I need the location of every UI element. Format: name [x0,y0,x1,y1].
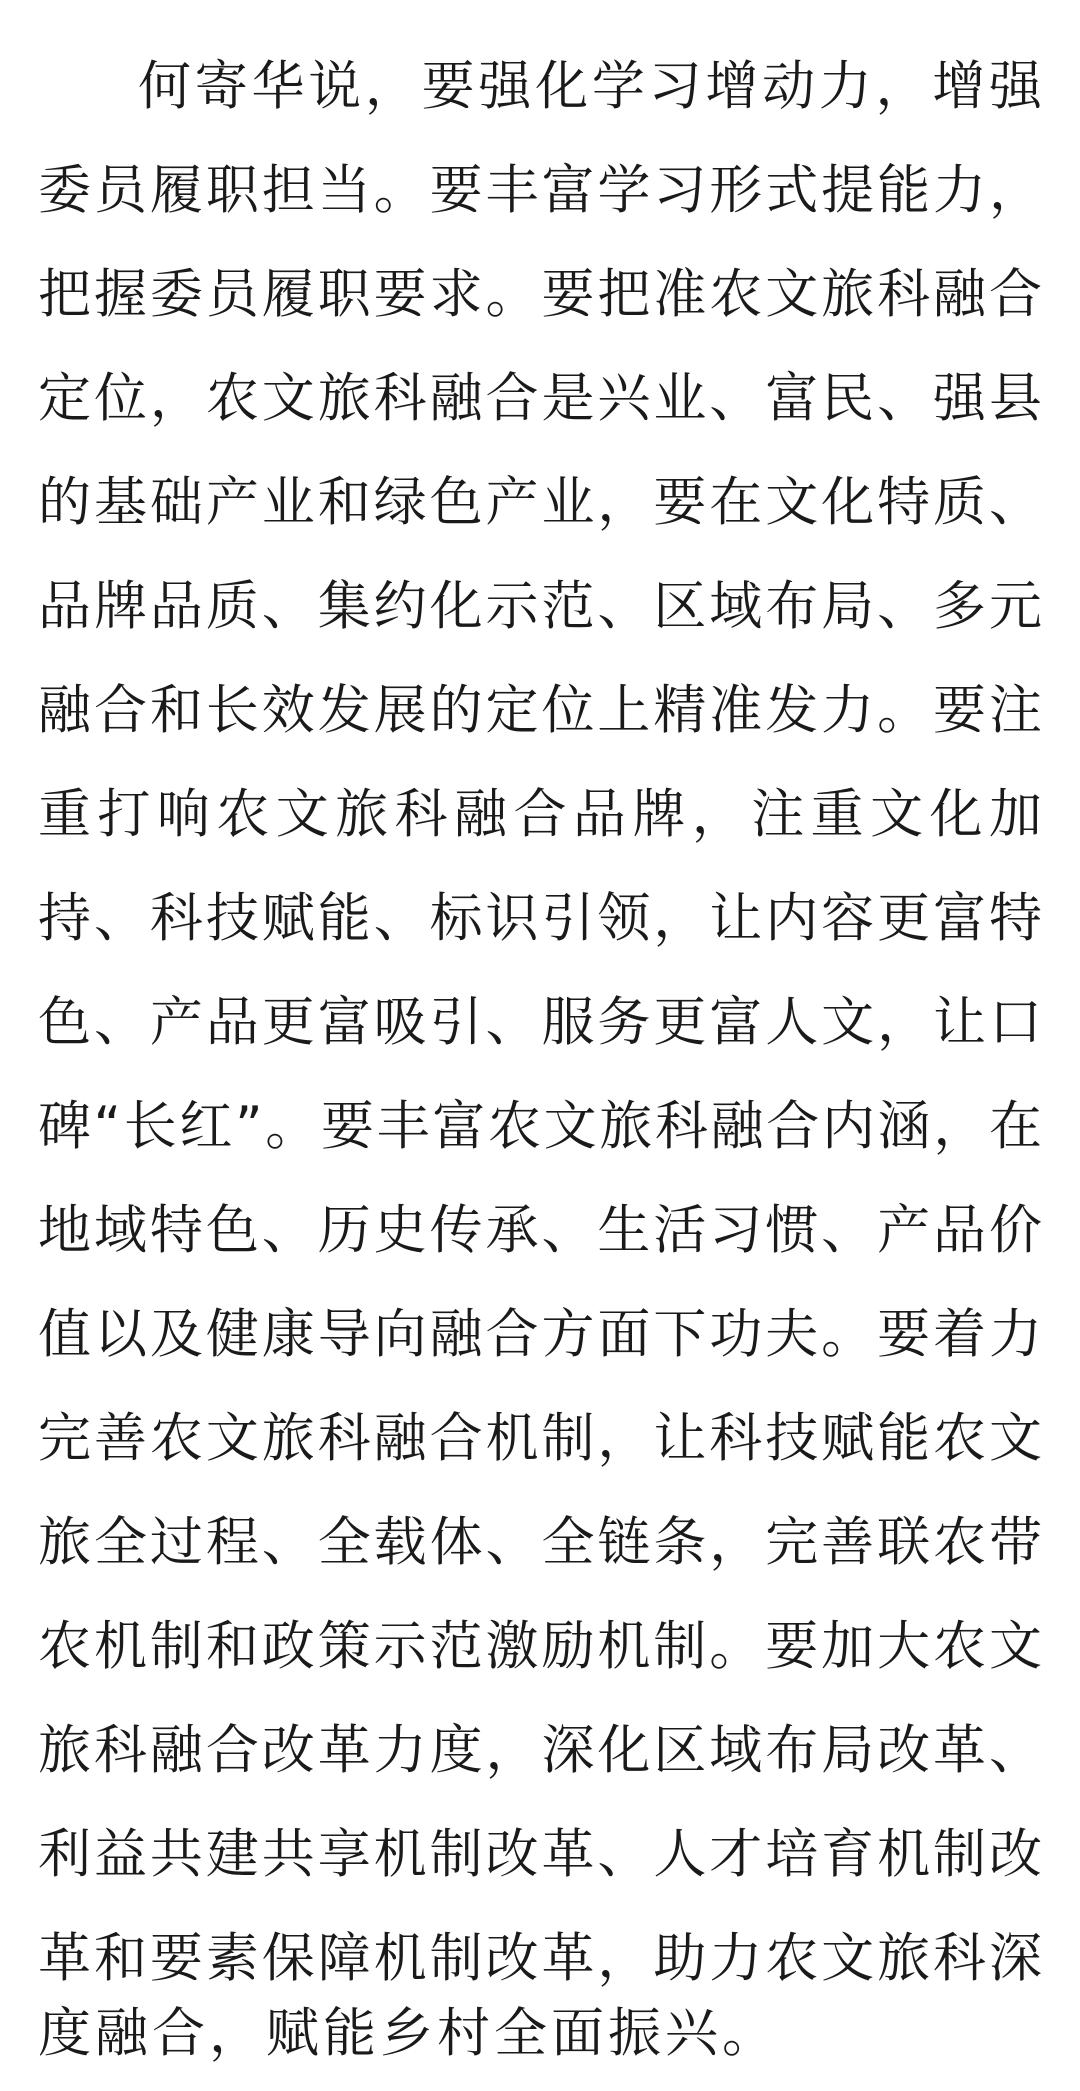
paragraph-line-20: 度融合，赋能乡村全面振兴。 [38,2003,779,2064]
paragraph-line-3: 把握委员履职要求。要把准农文旅科融合 [38,264,1042,325]
paragraph-line-2: 委员履职担当。要丰富学习形式提能力， [38,160,1042,221]
paragraph-line-16: 农机制和政策示范激励机制。要加大农文 [38,1616,1042,1677]
paragraph-line-12: 地域特色、历史传承、生活习惯、产品价 [38,1200,1042,1261]
paragraph-line-6: 品牌品质、集约化示范、区域布局、多元 [38,576,1042,637]
paragraph-line-1: 何寄华说，要强化学习增动力，增强 [138,56,1042,117]
paragraph-line-5: 的基础产业和绿色产业，要在文化特质、 [38,472,1042,533]
paragraph-line-14: 完善农文旅科融合机制，让科技赋能农文 [38,1408,1042,1469]
paragraph-line-18: 利益共建共享机制改革、人才培育机制改 [38,1824,1042,1885]
paragraph-line-10: 色、产品更富吸引、服务更富人文，让口 [38,992,1042,1053]
paragraph-line-19: 革和要素保障机制改革，助力农文旅科深 [38,1928,1042,1989]
paragraph-line-13: 值以及健康导向融合方面下功夫。要着力 [38,1304,1042,1365]
paragraph-line-17: 旅科融合改革力度，深化区域布局改革、 [38,1720,1042,1781]
paragraph-line-7: 融合和长效发展的定位上精准发力。要注 [38,680,1042,741]
paragraph-line-4: 定位，农文旅科融合是兴业、富民、强县 [38,368,1042,429]
paragraph-line-9: 持、科技赋能、标识引领，让内容更富特 [38,888,1042,949]
paragraph-line-15: 旅全过程、全载体、全链条，完善联农带 [38,1512,1042,1573]
paragraph-line-11: 碑“长红”。要丰富农文旅科融合内涵，在 [38,1096,1042,1157]
paragraph-line-8: 重打响农文旅科融合品牌，注重文化加 [38,784,1042,845]
